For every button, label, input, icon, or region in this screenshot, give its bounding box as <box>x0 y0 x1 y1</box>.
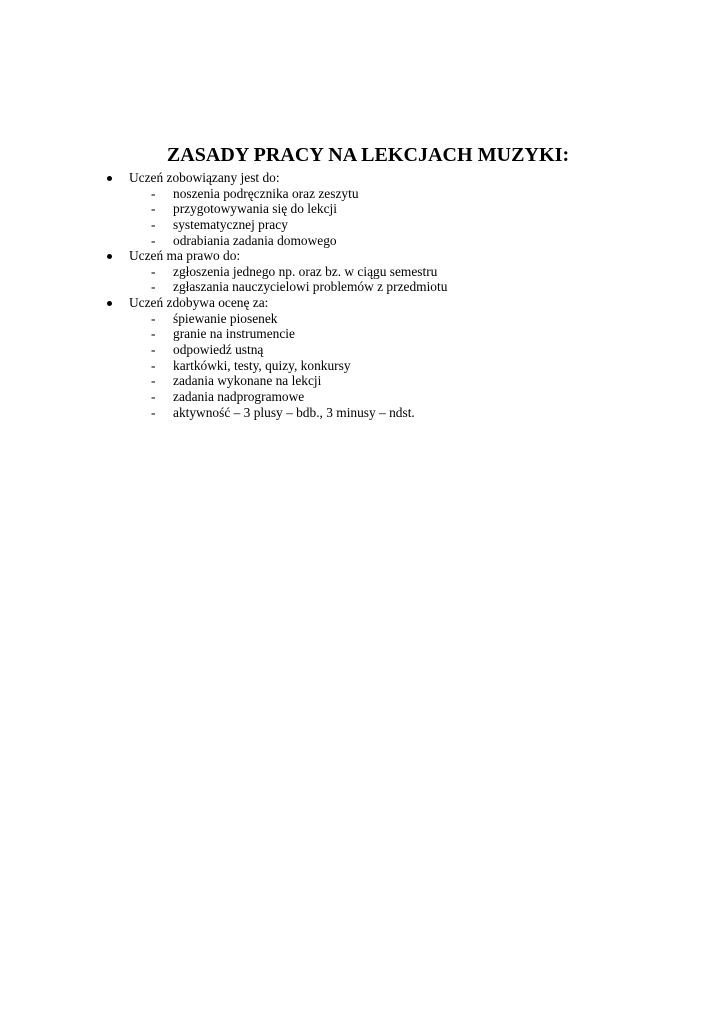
list-item <box>107 264 667 280</box>
list-item <box>107 373 667 389</box>
list-item-text: granie na instrumencie <box>173 326 295 342</box>
list-item <box>107 186 667 202</box>
list-item-text: noszenia podręcznika oraz zeszytu <box>173 185 359 201</box>
list-item <box>107 217 667 233</box>
dash-marker: - <box>151 388 156 404</box>
list-item <box>107 233 667 249</box>
list-item <box>107 358 667 374</box>
list-item-text: zadania nadprogramowe <box>173 388 305 404</box>
section-heading: Uczeń zobowiązany jest do: <box>129 170 280 185</box>
rules-section-grading <box>107 295 667 420</box>
dash-marker: - <box>151 373 156 389</box>
rules-list <box>107 170 667 420</box>
list-item <box>107 201 667 217</box>
dash-marker: - <box>151 201 156 217</box>
list-item-text: zgłoszenia jednego np. oraz bz. w ciągu semestru <box>173 263 438 279</box>
dash-marker: - <box>151 216 156 232</box>
dash-marker: - <box>151 404 156 420</box>
rules-section-rights <box>107 248 667 295</box>
list-item-text: systematycznej pracy <box>173 216 288 232</box>
page-title: ZASADY PRACY NA LEKCJACH MUZYKI: <box>166 144 570 166</box>
bullet-icon <box>107 254 112 259</box>
section-heading-line <box>107 295 667 311</box>
dash-marker: - <box>151 326 156 342</box>
dash-marker: - <box>151 185 156 201</box>
dash-marker: - <box>151 357 156 373</box>
list-item-text: aktywność – 3 plusy – bdb., 3 minusy – ndst. <box>173 404 415 420</box>
list-item-text: zgłaszania nauczycielowi problemów z przedmiotu <box>173 279 448 295</box>
dash-marker: - <box>151 310 156 326</box>
list-item-text: przygotowywania się do lekcji <box>173 201 337 217</box>
list-item <box>107 342 667 358</box>
list-item-text: odrabiania zadania domowego <box>173 232 337 248</box>
list-item <box>107 311 667 327</box>
rules-section-obligations <box>107 170 667 248</box>
dash-marker: - <box>151 232 156 248</box>
bullet-icon <box>107 176 112 181</box>
list-item <box>107 405 667 421</box>
bullet-icon <box>107 301 112 306</box>
section-heading-line <box>107 170 667 186</box>
list-item-text: zadania wykonane na lekcji <box>173 373 322 389</box>
section-heading: Uczeń zdobywa ocenę za: <box>129 295 269 311</box>
list-item <box>107 389 667 405</box>
list-item <box>107 279 667 295</box>
list-item-text: odpowiedź ustną <box>173 342 264 358</box>
dash-marker: - <box>151 342 156 358</box>
section-heading-line <box>107 248 667 264</box>
dash-marker: - <box>151 279 156 295</box>
list-item <box>107 326 667 342</box>
dash-marker: - <box>151 263 156 279</box>
section-heading: Uczeń ma prawo do: <box>129 248 241 264</box>
list-item-text: kartkówki, testy, quizy, konkursy <box>173 357 351 373</box>
list-item-text: śpiewanie piosenek <box>173 310 278 326</box>
